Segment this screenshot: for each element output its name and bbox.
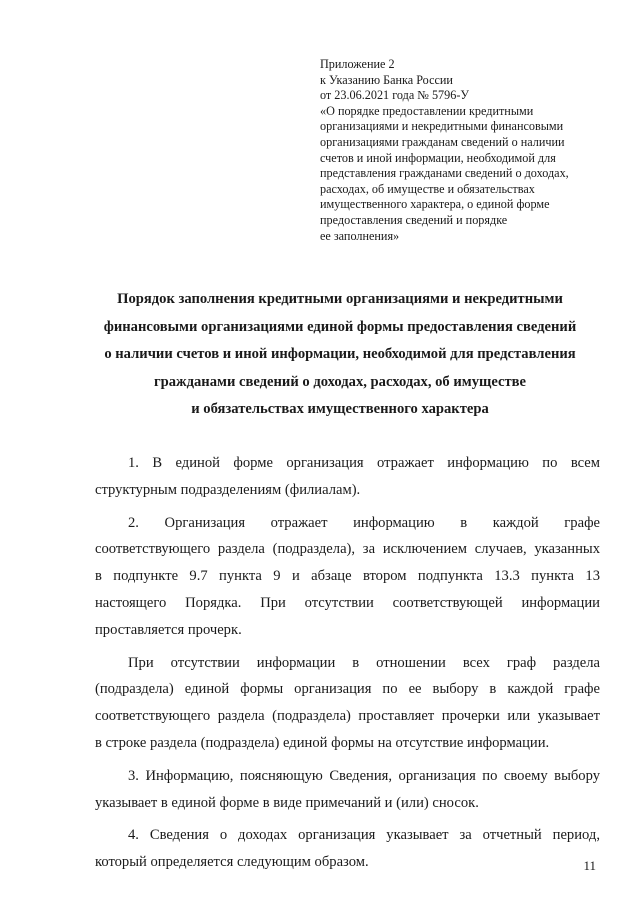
paragraph-line: в подпункте 9.7 пункта 9 и абзаце втором подпункта 13.3 пункта 13 [95,568,600,585]
appendix-line: ее заполнения» [320,228,400,243]
title-line: и обязательствах имущественного характера [191,401,489,417]
paragraph-line: 1. В единой форме организация отражает информацию по всем [128,455,600,471]
paragraph-line: в строке раздела (подраздела) единой формы на отсутствие информации. [95,734,550,751]
paragraph-line: указывает в единой форме в виде примечаний и (или) сносок. [95,794,479,811]
appendix-line: от 23.06.2021 года № 5796-У [320,88,470,103]
appendix-line: организациями и некредитными финансовыми [320,119,564,134]
paragraph-line: соответствующего раздела (подраздела), за исключением случаев, указанных [95,541,600,558]
document-title [80,286,600,424]
paragraph-line: структурным подразделениям (филиалам). [95,481,361,498]
title-line: гражданами сведений о доходах, расходах, об имуществе [154,373,526,390]
paragraph-line: 2. Организация отражает информацию в каждой графе [128,514,600,531]
title-line: Порядок заполнения кредитными организациями и некредитными [117,291,563,307]
paragraph-2-continuation [95,650,600,757]
paragraph-line: проставляется прочерк. [95,621,242,638]
paragraph-1 [95,450,600,504]
appendix-line: имущественного характера, о единой форме [320,197,550,212]
paragraph-4 [95,822,600,876]
appendix-line: предоставления сведений и порядке [320,212,508,227]
appendix-reference-block [320,57,620,244]
appendix-line: счетов и иной информации, необходимой для [320,150,556,165]
appendix-line: организациями гражданам сведений о наличии [320,134,565,149]
paragraph-3 [95,763,600,817]
paragraph-line: При отсутствии информации в отношении всех граф раздела [128,654,600,671]
paragraph-line: соответствующего раздела (подраздела) проставляет прочерки или указывает [95,708,600,725]
appendix-line: расходах, об имуществе и обязательствах [320,181,535,196]
paragraph-2 [95,510,600,644]
appendix-line: «О порядке предоставлении кредитными [320,103,534,118]
paragraph-line: 4. Сведения о доходах организация указывает за отчетный период, [128,827,600,844]
title-line: о наличии счетов и иной информации, необходимой для представления [104,346,576,362]
paragraph-line: настоящего Порядка. При отсутствии соответствующей информации [95,594,600,611]
appendix-line: Приложение 2 [320,57,395,71]
appendix-line: представления гражданами сведений о доходах, [320,166,569,181]
page-number: 11 [583,858,596,873]
appendix-line: к Указанию Банка России [320,72,453,87]
document-body [95,450,600,882]
paragraph-line: 3. Информацию, поясняющую Сведения, организация по своему выбору [128,767,600,784]
paragraph-line: (подраздела) единой формы организация по ее выбору в каждой графе [95,681,600,698]
title-line: финансовыми организациями единой формы предоставления сведений [103,318,577,335]
paragraph-line: который определяется следующим образом. [95,854,369,871]
